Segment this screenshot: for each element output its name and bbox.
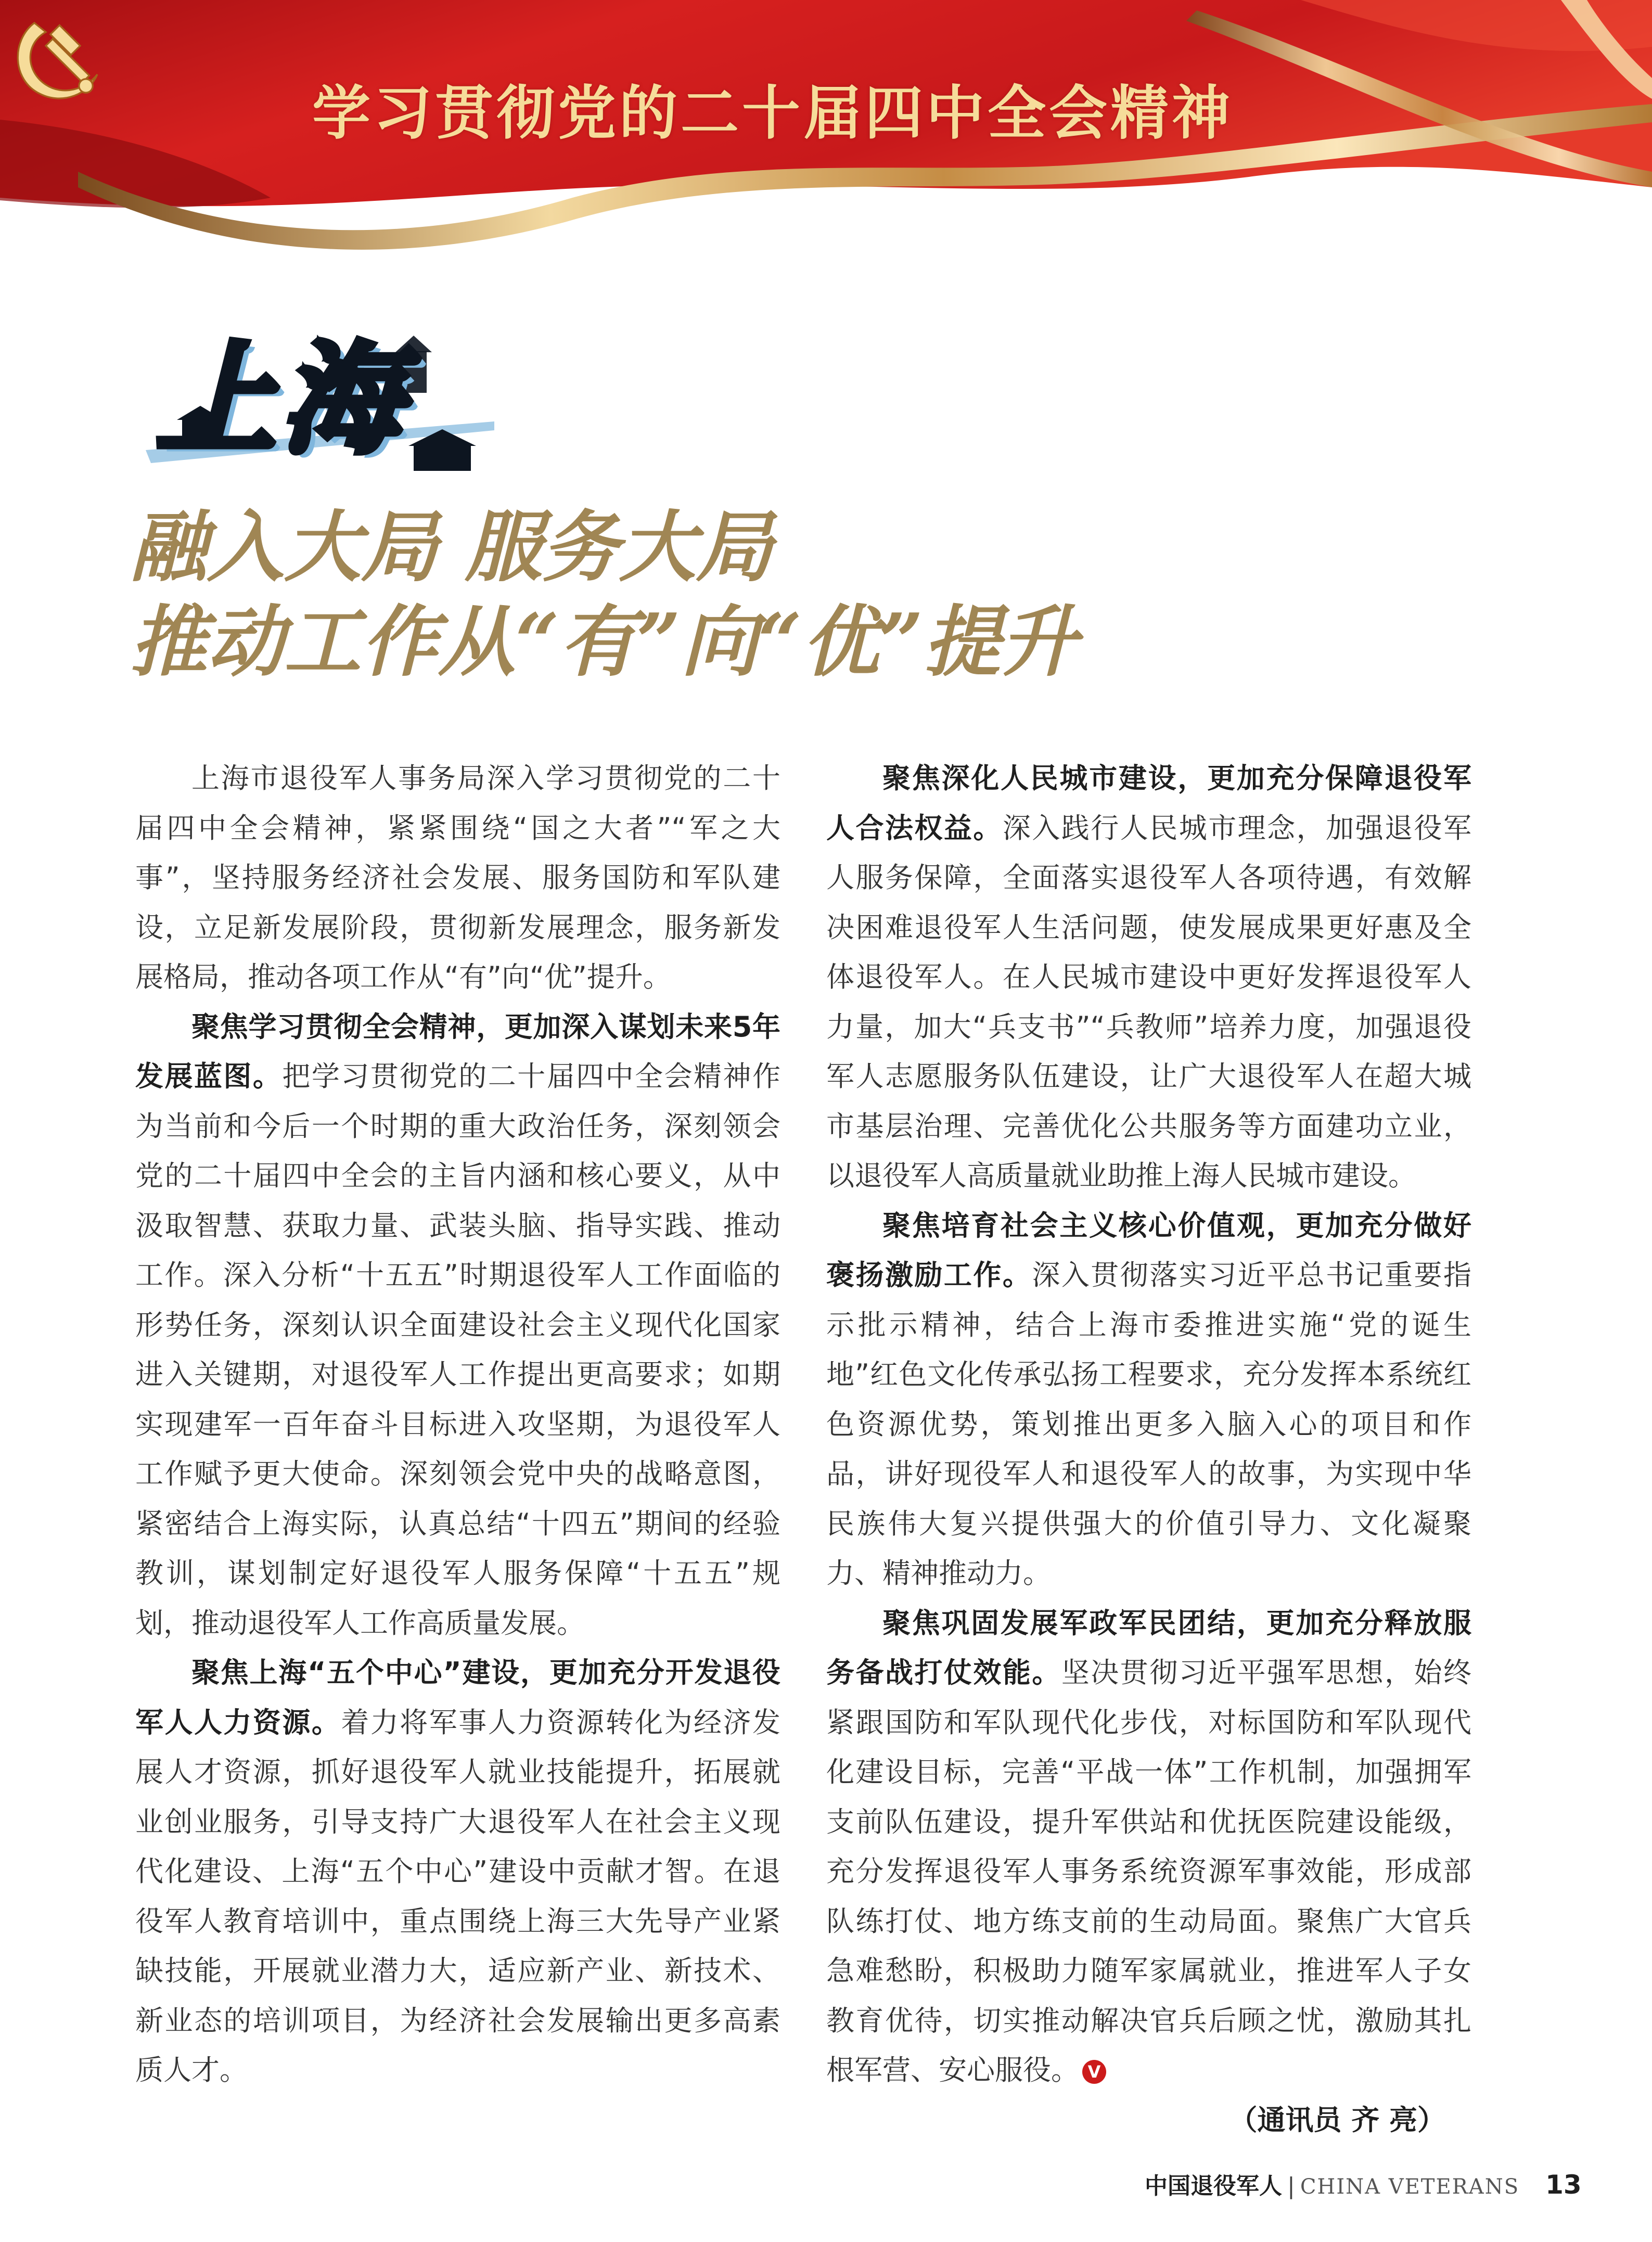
section-2-lead: 聚焦上海“五个中心”建设，更加充分开发退役军人人力资源。: [135, 1656, 780, 1739]
header-banner: [0, 0, 1652, 271]
section-1-lead: 聚焦学习贯彻全会精神，更加深入谋划未来5年发展蓝图。: [135, 1010, 780, 1093]
section-4-body: 深入贯彻落实习近平总书记重要指示批示精神，结合上海市委推进实施“党的诞生地”红色文化传承弘扬工程要求，充分发挥本系统红色资源优势，策划推出更多入脑入心的项目和作品，讲好现役军人和退役军人的故事，为实现中华民族伟大复兴提供强大的价值引导力、文化凝聚力、精神推动力。: [826, 1259, 1472, 1590]
banner-title: 学习贯彻党的二十届四中全会精神: [312, 80, 1233, 147]
article-column-left: [135, 753, 780, 2095]
article-section-1: [135, 1002, 780, 1648]
section-2-body: 着力将军事人力资源转化为经济发展人才资源，抓好退役军人就业技能提升，拓展就业创业服务，引导支持广大退役军人在社会主义现代化建设、上海“五个中心”建设中贡献才智。在退役军人教育培训中，重点围绕上海三大先导产业紧缺技能，开展就业潜力大，适应新产业、新技术、新业态的培训项目，为经济社会发展输出更多高素质人才。: [135, 1706, 781, 2086]
headline-line-2: 推动工作从“有”向“优”提升: [130, 596, 1078, 687]
page-number: 13: [1545, 2170, 1582, 2200]
article-section-4: [826, 1201, 1471, 1598]
article-section-2: [135, 1648, 780, 2095]
headline-line-1: 融入大局 服务大局: [130, 502, 773, 592]
section-4-lead: 聚焦培育社会主义核心价值观，更加充分做好褒扬激励工作。: [826, 1209, 1471, 1291]
section-1-body: 把学习贯彻党的二十届四中全会精神作为当前和今后一个时期的重大政治任务，深刻领会党的二十届四中全会的主旨内涵和核心要义，从中汲取智慧、获取力量、武装头脑、指导实践、推动工作。深入分析“十五五”时期退役军人工作面临的形势任务，深刻认识全面建设社会主义现代化国家进入关键期，对退役军人工作提出更高要求；如期实现建军一百年奋斗目标进入攻坚期，为退役军人工作赋予更大使命。深刻领会党中央的战略意图，紧密结合上海实际，认真总结“十四五”期间的经验教训，谋划制定好退役军人服务保障“十五五”规划，推动退役军人工作高质量发展。: [135, 1060, 781, 1639]
city-logo-text: 上海: [156, 331, 406, 470]
footer-magazine-name: 中国退役军人: [1145, 2173, 1282, 2199]
city-logo: [135, 320, 510, 486]
footer-separator: |: [1287, 2173, 1295, 2199]
headline: [130, 499, 1535, 689]
section-5-lead: 聚焦巩固发展军政军民团结，更加充分释放服务备战打仗效能。: [826, 1606, 1471, 1689]
end-of-article-icon: V: [1082, 2060, 1106, 2084]
article-column-right: [826, 753, 1471, 2145]
page-footer: [1145, 2167, 1582, 2203]
article-intro: 上海市退役军人事务局深入学习贯彻党的二十届四中全会精神，紧紧围绕“国之大者”“军之大事”，坚持服务经济社会发展、服务国防和军队建设，立足新发展阶段，贯彻新发展理念，服务新发展格局，推动各项工作从“有”向“优”提升。: [135, 762, 780, 993]
section-3-body: 深入践行人民城市理念，加强退役军人服务保障，全面落实退役军人各项待遇，有效解决困难退役军人生活问题，使发展成果更好惠及全体退役军人。在人民城市建设中更好发挥退役军人力量，加大“兵支书”“兵教师”培养力度，加强退役军人志愿服务队伍建设，让广大退役军人在超大城市基层治理、完善优化公共服务等方面建功立业，以退役军人高质量就业助推上海人民城市建设。: [826, 811, 1472, 1192]
article-section-5: [826, 1598, 1471, 2095]
footer-english-name: CHINA VETERANS: [1300, 2175, 1520, 2199]
article-byline: （通讯员 齐 亮）: [1229, 2103, 1445, 2136]
section-5-body: 坚决贯彻习近平强军思想，始终紧跟国防和军队现代化步伐，对标国防和军队现代化建设目标，完善“平战一体”工作机制，加强拥军支前队伍建设，提升军供站和优抚医院建设能级，充分发挥退役军人事务系统资源军事效能，形成部队练打仗、地方练支前的生动局面。聚焦广大官兵急难愁盼，积极助力随军家属就业，推进军人子女教育优待，切实推动解决官兵后顾之忧，激励其扎根军营、安心服役。: [826, 1656, 1472, 2086]
section-3-lead: 聚焦深化人民城市建设，更加充分保障退役军人合法权益。: [826, 762, 1471, 844]
article-section-3: [826, 753, 1471, 1201]
party-emblem-icon: [0, 0, 114, 114]
